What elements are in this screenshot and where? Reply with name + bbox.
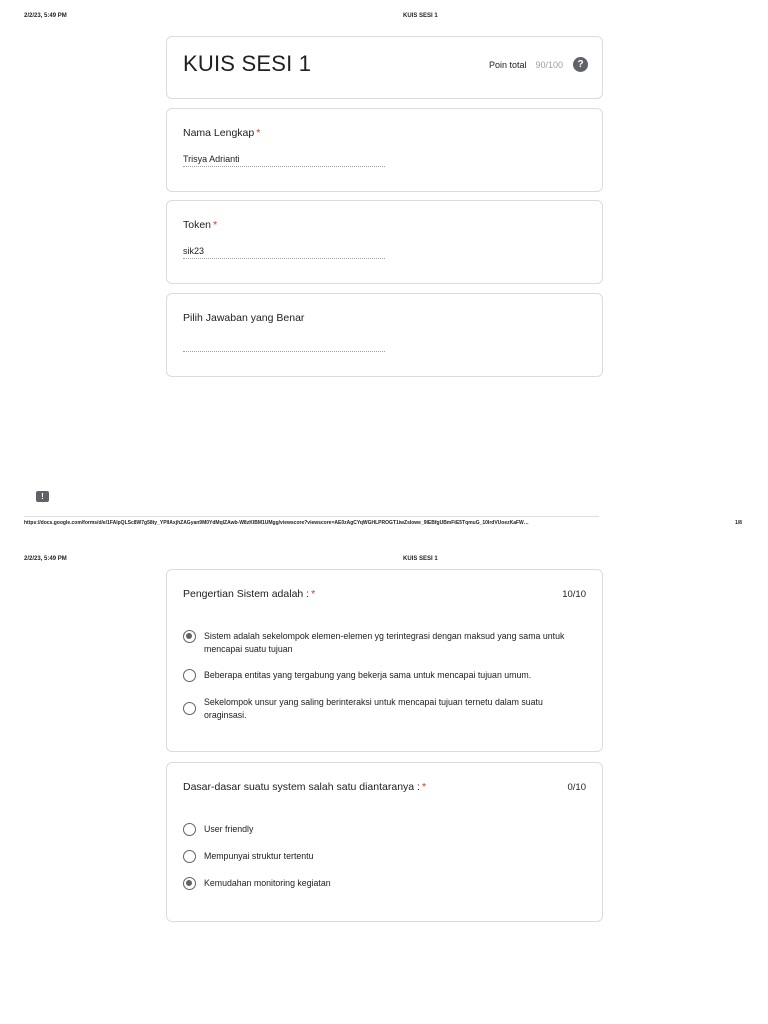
question-card-token	[166, 200, 603, 284]
question-text: Token	[183, 219, 212, 231]
option-row[interactable]	[183, 850, 583, 863]
report-feedback-icon[interactable]: !	[36, 491, 49, 502]
option-row[interactable]	[183, 877, 583, 890]
radio-icon[interactable]	[183, 669, 196, 682]
question-text: Dasar-dasar suatu system salah satu diantaranya :	[183, 781, 420, 793]
option-row[interactable]	[183, 823, 583, 836]
total-score	[489, 57, 588, 72]
name-answer: Trisya Adrianti	[183, 154, 240, 164]
page-number: 1/8	[735, 520, 742, 526]
option-text: Beberapa entitas yang tergabung yang bekerja sama untuk mencapai tujuan umum.	[204, 670, 532, 680]
question-text: Nama Lengkap	[183, 127, 255, 139]
footer-divider	[24, 516, 599, 517]
pdf-header-second	[0, 556, 768, 568]
option-row[interactable]	[183, 630, 583, 655]
print-date: 2/2/23, 5:49 PM	[24, 556, 67, 562]
form-header-card	[166, 36, 603, 99]
question-points: 10/10	[562, 589, 586, 600]
required-marker: *	[311, 588, 316, 600]
radio-icon[interactable]	[183, 702, 196, 715]
print-title: KUIS SESI 1	[403, 556, 438, 562]
option-row[interactable]	[183, 669, 583, 682]
answer-underline	[183, 351, 385, 352]
question-label	[183, 127, 260, 139]
print-date: 2/2/23, 5:49 PM	[24, 13, 67, 19]
print-title: KUIS SESI 1	[403, 13, 438, 19]
quiz-card-1	[166, 569, 603, 752]
required-marker: *	[256, 127, 261, 139]
question-card-name	[166, 108, 603, 192]
question-label	[183, 781, 426, 793]
question-label	[183, 588, 315, 600]
print-url: https://docs.google.com/forms/d/e/1FAIpQLSc8W7g58ty_YPlIAxjhZAGyan9M0YdMqlZAwb-W8zKIBM1UMgg/viewscore?viewscore=AE0zAgCYqWGHLPROGT1iwZsIowe_9IEBfgUBmFtE5TqmuG_10IrdVUoezKaFW…	[24, 520, 529, 526]
section-card-choose-answer	[166, 293, 603, 377]
option-text: User friendly	[204, 824, 254, 834]
radio-icon[interactable]	[183, 850, 196, 863]
score-value: 90/100	[535, 59, 563, 70]
required-marker: *	[213, 219, 218, 231]
form-title: KUIS SESI 1	[183, 51, 312, 76]
option-text: Mempunyai struktur tertentu	[204, 851, 314, 861]
quiz-card-2	[166, 762, 603, 922]
help-icon[interactable]: ?	[573, 57, 588, 72]
question-text: Pengertian Sistem adalah :	[183, 588, 310, 600]
pdf-header-top	[0, 13, 768, 25]
answer-underline	[183, 166, 385, 167]
question-label	[183, 219, 217, 231]
option-text: Sekelompok unsur yang saling berinteraksi untuk mencapai tujuan ternetu dalam suatu oraginsasi.	[204, 697, 543, 720]
token-answer: sik23	[183, 246, 205, 256]
radio-icon[interactable]	[183, 823, 196, 836]
score-label: Poin total	[488, 59, 527, 70]
required-marker: *	[421, 781, 427, 793]
answer-underline	[183, 258, 385, 259]
section-title: Pilih Jawaban yang Benar	[183, 312, 305, 324]
option-text: Kemudahan monitoring kegiatan	[204, 878, 331, 888]
question-points: 0/10	[567, 782, 586, 793]
radio-checked-icon[interactable]	[183, 630, 196, 643]
option-text: Sistem adalah sekelompok elemen-elemen yg terintegrasi dengan maksud yang sama untuk mencapai suatu tujuan	[204, 631, 565, 654]
radio-checked-icon[interactable]	[183, 877, 196, 890]
option-row[interactable]	[183, 696, 583, 721]
